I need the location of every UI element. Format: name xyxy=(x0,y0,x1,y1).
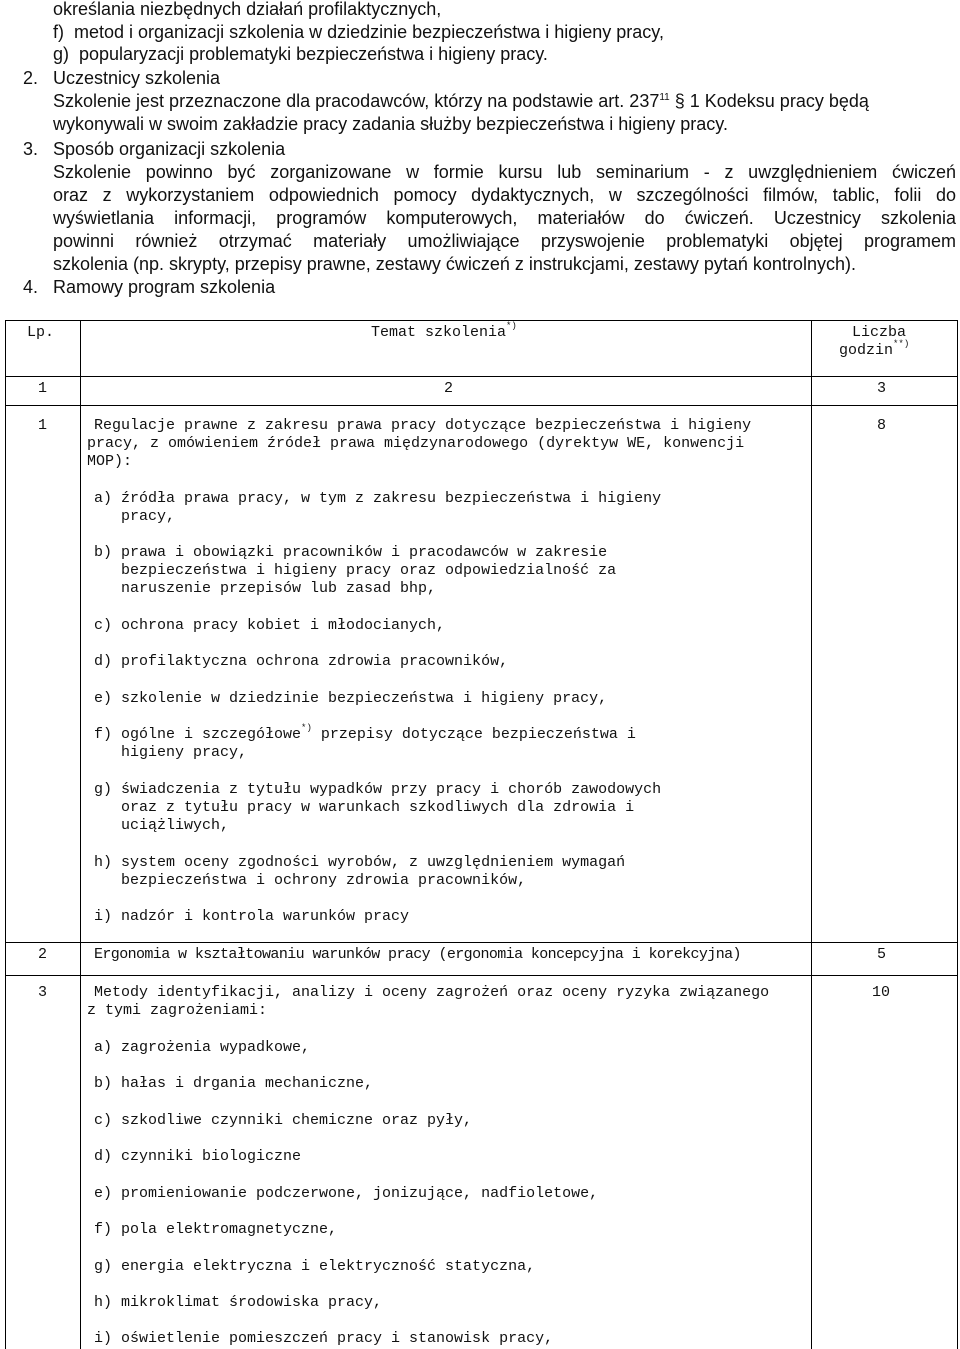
section-2-line-1-pre: Szkolenie jest przeznaczone dla pracodawców, którzy na podstawie art. 237 xyxy=(53,91,660,111)
row-1-title-line-3: MOP): xyxy=(87,453,133,470)
section-3-number: 3. xyxy=(23,139,39,159)
row-2-lp: 2 xyxy=(38,946,48,963)
row-1-item-f-post: przepisy dotyczące bezpieczeństwa i xyxy=(311,726,636,743)
row-1-item-f-pre: f) ogólne i szczegółowe xyxy=(94,726,302,743)
section-2-heading: Uczestnicy szkolenia xyxy=(53,68,221,88)
section-3-line-5: szkolenia (np. skrypty, przepisy prawne, zestawy ćwiczeń z instrukcjami, zestawy pytań kontrolnych). xyxy=(53,254,856,274)
header-topic xyxy=(371,321,517,342)
header-hours-line-2 xyxy=(839,339,910,360)
row-1-item-e: e) szkolenie w dziedzinie bezpieczeństwa i higieny pracy, xyxy=(94,690,608,707)
row-1-item-b-line-1: b) prawa i obowiązki pracowników i pracodawców w zakresie xyxy=(94,544,608,561)
row-1-item-a-line-2: pracy, xyxy=(94,508,176,525)
row-1-item-c: c) ochrona pracy kobiet i młodocianych, xyxy=(94,617,446,634)
section-3-line-1: Szkolenie powinno być zorganizowane w formie kursu lub seminarium - z uwzględnieniem ćwiczeń xyxy=(53,162,956,182)
row-1-item-g-line-3: uciążliwych, xyxy=(94,817,230,834)
section-3-line-4: powinni również otrzymać materiały umożliwiające przyswojenie problematyki objętej programem xyxy=(53,231,956,251)
section-2-line-2: wykonywali w swoim zakładzie pracy zadania służby bezpieczeństwa i higieny pracy. xyxy=(53,114,728,134)
header-hours-footnote: **) xyxy=(893,339,910,349)
intro-line-g: g) popularyzacji problematyki bezpieczeństwa i higieny pracy. xyxy=(53,44,548,64)
header-topic-label: Temat szkolenia xyxy=(371,324,507,341)
colnum-2: 2 xyxy=(444,380,454,397)
row-1-item-b-line-3: naruszenie przepisów lub zasad bhp, xyxy=(94,580,437,597)
row-2-hours: 5 xyxy=(877,946,887,963)
header-hours-line-1: Liczba xyxy=(852,324,907,341)
row-3-item-e: e) promieniowanie podczerwone, jonizujące, nadfioletowe, xyxy=(94,1185,599,1202)
header-lp: Lp. xyxy=(27,324,55,341)
section-3-line-3: wyświetlania informacji, programów komputerowych, materiałów do ćwiczeń. Uczestnicy szkolenia xyxy=(53,208,956,228)
row-3-hours: 10 xyxy=(872,984,891,1001)
intro-line-a: określania niezbędnych działań profilaktycznych, xyxy=(53,0,442,19)
colnum-3: 3 xyxy=(877,380,887,397)
article-superscript: 11 xyxy=(659,92,670,103)
row-1-item-h-line-1: h) system oceny zgodności wyrobów, z uwzględnieniem wymagań xyxy=(94,854,626,871)
table-rule-header xyxy=(5,376,958,377)
row-3-item-f: f) pola elektromagnetyczne, xyxy=(94,1221,338,1238)
table-rule-top xyxy=(5,320,958,321)
table-divider-hours xyxy=(811,320,812,1349)
row-3-lp: 3 xyxy=(38,984,48,1001)
row-3-item-g: g) energia elektryczna i elektryczność statyczna, xyxy=(94,1258,536,1275)
intro-line-f: f) metod i organizacji szkolenia w dziedzinie bezpieczeństwa i higieny pracy, xyxy=(53,22,664,42)
header-topic-footnote: *) xyxy=(506,321,517,331)
row-1-item-i: i) nadzór i kontrola warunków pracy xyxy=(94,908,410,925)
row-3-item-a: a) zagrożenia wypadkowe, xyxy=(94,1039,311,1056)
row-3-item-d: d) czynniki biologiczne xyxy=(94,1148,302,1165)
row-1-title-line-2: pracy, z omówieniem źródeł prawa międzynarodowego (dyrektyw WE, konwencji xyxy=(87,435,745,452)
table-rule-colnums xyxy=(5,405,958,406)
section-4-heading: Ramowy program szkolenia xyxy=(53,277,276,297)
row-2-title: Ergonomia w kształtowaniu warunków pracy (ergonomia koncepcyjna i korekcyjna) xyxy=(94,946,741,963)
row-1-item-f-line-2: higieny pracy, xyxy=(94,744,248,761)
table-rule-row-2 xyxy=(5,975,958,976)
section-2-number: 2. xyxy=(23,68,39,88)
row-3-title-line-1: Metody identyfikacji, analizy i oceny zagrożeń oraz oceny ryzyka związanego xyxy=(94,984,770,1001)
header-hours-label: godzin xyxy=(839,342,894,359)
row-1-title-line-1: Regulacje prawne z zakresu prawa pracy dotyczące bezpieczeństwa i higieny xyxy=(94,417,752,434)
table-border-left xyxy=(5,320,6,1349)
table-divider-lp xyxy=(80,320,81,1349)
row-1-item-g-line-1: g) świadczenia z tytułu wypadków przy pracy i chorób zawodowych xyxy=(94,781,662,798)
row-1-item-h-line-2: bezpieczeństwa i ochrony zdrowia pracowników, xyxy=(94,872,527,889)
row-1-item-a-line-1: a) źródła prawa pracy, w tym z zakresu bezpieczeństwa i higieny xyxy=(94,490,662,507)
section-4-number: 4. xyxy=(23,277,39,297)
row-3-title-line-2: z tymi zagrożeniami: xyxy=(87,1002,268,1019)
row-1-hours: 8 xyxy=(877,417,887,434)
section-2-line-1-post: § 1 Kodeksu pracy będą xyxy=(669,91,869,111)
row-1-lp: 1 xyxy=(38,417,48,434)
section-3-line-2: oraz z wykorzystaniem odpowiednich pomocy dydaktycznych, w szczególności filmów, tablic, folii do xyxy=(53,185,956,205)
row-3-item-b: b) hałas i drgania mechaniczne, xyxy=(94,1075,374,1092)
row-1-item-f-footnote: *) xyxy=(301,723,312,733)
row-1-item-b-line-2: bezpieczeństwa i higieny pracy oraz odpowiedzialność za xyxy=(94,562,617,579)
row-1-item-d: d) profilaktyczna ochrona zdrowia pracowników, xyxy=(94,653,509,670)
row-3-item-i: i) oświetlenie pomieszczeń pracy i stanowisk pracy, xyxy=(94,1330,554,1347)
table-rule-row-1 xyxy=(5,942,958,943)
row-3-item-h: h) mikroklimat środowiska pracy, xyxy=(94,1294,383,1311)
section-3-heading: Sposób organizacji szkolenia xyxy=(53,139,286,159)
colnum-1: 1 xyxy=(38,380,48,397)
table-border-right xyxy=(957,320,958,1349)
section-2-line-1 xyxy=(53,90,869,113)
row-1-item-f-line-1 xyxy=(94,723,636,744)
row-3-item-c: c) szkodliwe czynniki chemiczne oraz pyły, xyxy=(94,1112,473,1129)
row-1-item-g-line-2: oraz z tytułu pracy w warunkach szkodliwych dla zdrowia i xyxy=(94,799,635,816)
